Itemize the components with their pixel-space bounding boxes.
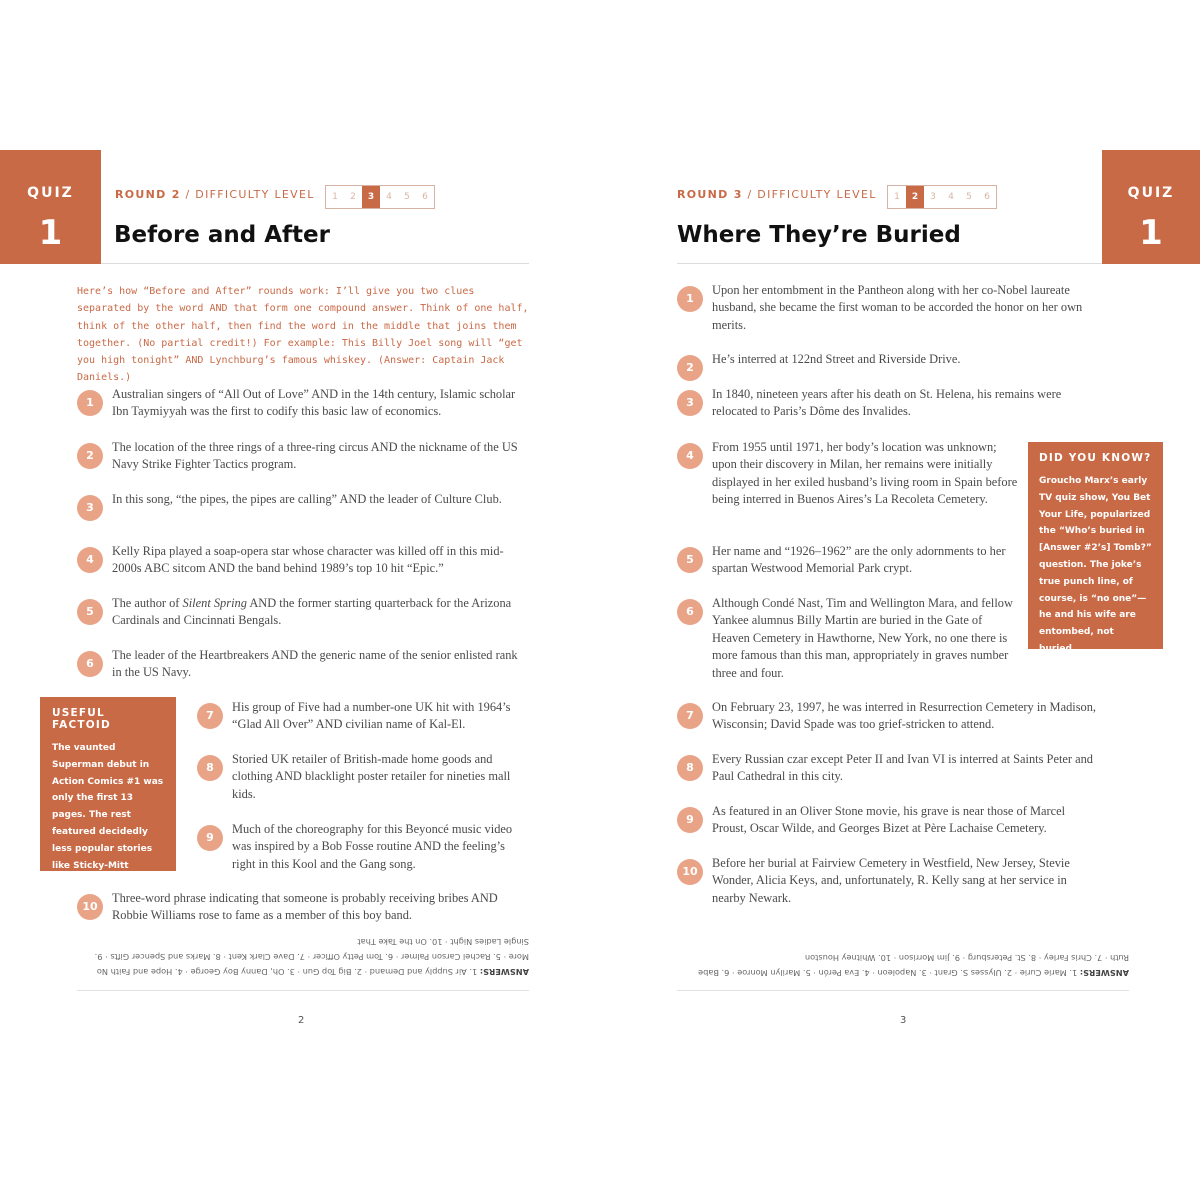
- question-text: As featured in an Oliver Stone movie, his grave is near those of Marcel Proust, Oscar Wilde, and Georges Bizet at Père Lachaise Cemetery.: [712, 804, 1066, 836]
- quiz-badge: [1102, 150, 1200, 264]
- quiz-label: QUIZ: [1127, 185, 1175, 201]
- answers-text: 1. Marie Curie · 2. Ulysses S. Grant · 3. Napoleon · 4. Eva Perón · 5. Marilyn Monroe · 6. Babe Ruth · 7. Chris Farley · 8. St. Petersburg · 9. Jim Morrison · 10. Whitney Houston: [698, 953, 1129, 978]
- question-item: [77, 439, 529, 474]
- question-number: 10: [677, 859, 703, 885]
- question-text: Storied UK retailer of British-made home goods and clothing AND blacklight poster retailer for nineties mall kids.: [232, 752, 511, 801]
- question-text: Although Condé Nast, Tim and Wellington Mara, and fellow Yankee alumnus Billy Martin are buried in the Gate of Heaven Cemetery in Hawthorne, New York, no one there is more famous than this man, appropriately in graves number three and four.: [712, 596, 1013, 680]
- question-number: 3: [677, 390, 703, 416]
- page-title: Where They’re Buried: [677, 222, 961, 248]
- question-number: 2: [77, 443, 103, 469]
- question-item: [677, 699, 1102, 734]
- quiz-label: QUIZ: [27, 185, 74, 201]
- divider: [77, 990, 529, 991]
- round-heading: [115, 188, 315, 201]
- page-title: Before and After: [114, 222, 330, 248]
- question-text: [112, 595, 529, 630]
- question-text: Upon her entombment in the Pantheon along with her co-Nobel laureate husband, she became the first woman to be accorded the honor on her own merits.: [712, 283, 1083, 332]
- question-text: He’s interred at 122nd Street and Riverside Drive.: [712, 352, 961, 366]
- difficulty-level-3: 3: [362, 186, 380, 208]
- round-label: ROUND 3: [677, 188, 743, 201]
- question-number: 4: [77, 547, 103, 573]
- divider: [677, 990, 1129, 991]
- question-text-part: The author of: [112, 596, 183, 610]
- question-item: [677, 855, 1102, 907]
- question-number: 8: [677, 755, 703, 781]
- question-number: 1: [77, 390, 103, 416]
- question-text: His group of Five had a number-one UK hit with 1964’s “Glad All Over” AND civilian name of Kal-El.: [232, 700, 511, 732]
- question-text: In this song, “the pipes, the pipes are calling” AND the leader of Culture Club.: [112, 492, 502, 506]
- sidebar-title: DID YOU KNOW?: [1039, 452, 1152, 464]
- book-title: Silent Spring: [182, 596, 247, 610]
- round-separator: /: [185, 188, 191, 201]
- question-number: 5: [77, 599, 103, 625]
- question-item: [197, 699, 529, 734]
- difficulty-level-3: 3: [930, 192, 936, 202]
- question-item: [677, 439, 1019, 509]
- question-item: [77, 386, 529, 421]
- difficulty-level-5: 5: [966, 192, 972, 202]
- question-text: From 1955 until 1971, her body’s location was unknown; upon their discovery in Milan, her remains were initially displayed in her exiled husband’s living room in Spain before being interred in Buenos Aires’s La Recoleta Cemetery.: [712, 440, 1018, 507]
- question-text: In 1840, nineteen years after his death on St. Helena, his remains were relocated to Paris’s Dôme des Invalides.: [712, 387, 1062, 419]
- question-number: 6: [677, 599, 703, 625]
- sidebar-body: Groucho Marx’s early TV quiz show, You Bet Your Life, popularized the “Who’s buried in [Answer #2’s] Tomb?” question. The joke’s true punch line, of course, is “no one”—he and his wife are entombed, not buried.: [1039, 476, 1152, 654]
- round-label: ROUND 2: [115, 188, 181, 201]
- question-number: 6: [77, 651, 103, 677]
- question-text: The location of the three rings of a three-ring circus AND the nickname of the US Navy Strike Fighter Tactics program.: [112, 440, 518, 472]
- did-you-know-box: [1028, 442, 1163, 654]
- question-item: [197, 751, 529, 803]
- question-text: Kelly Ripa played a soap-opera star whose character was killed off in this mid-2000s ABC sitcom AND the band behind 1989’s top 10 hit “Epic.”: [112, 544, 504, 576]
- quiz-badge: [0, 150, 101, 264]
- difficulty-label: DIFFICULTY LEVEL: [757, 188, 877, 201]
- question-number: 5: [677, 547, 703, 573]
- difficulty-scale: [325, 185, 435, 209]
- answers-upside-down: [77, 934, 529, 979]
- difficulty-level-1: 1: [332, 192, 338, 202]
- question-number: 2: [677, 355, 703, 381]
- question-item: [77, 491, 529, 521]
- intro-text: Here’s how “Before and After” rounds work: I’ll give you two clues separated by the word AND that form one compound answer. Think of one half, think of the other half, then find the word in the middle that joins them together. (No partial credit!) For example: This Billy Joel song will “get you high tonight” AND Lynchburg’s famous whiskey. (Answer: Captain Jack Daniels.): [77, 286, 529, 384]
- question-number: 8: [197, 755, 223, 781]
- question-item: [677, 282, 1102, 334]
- sidebar-title: USEFUL FACTOID: [52, 707, 111, 731]
- difficulty-level-4: 4: [948, 192, 954, 202]
- page-number: 2: [298, 1015, 305, 1026]
- question-text: On February 23, 1997, he was interred in Resurrection Cemetery in Madison, Wisconsin; David Spade was too grief-stricken to attend.: [712, 700, 1097, 732]
- question-text: Her name and “1926–1962” are the only adornments to her spartan Westwood Memorial Park crypt.: [712, 544, 1006, 576]
- question-item: [77, 647, 529, 682]
- question-text: Much of the choreography for this Beyoncé music video was inspired by a Bob Fosse routine AND the feeling’s right in this Kool and the Gang song.: [232, 822, 513, 871]
- difficulty-level-1: 1: [894, 192, 900, 202]
- question-number: 10: [77, 894, 103, 920]
- question-number: 3: [77, 495, 103, 521]
- page-number: 3: [900, 1015, 907, 1026]
- question-item: [677, 351, 1102, 381]
- question-text: Before her burial at Fairview Cemetery in Westfield, New Jersey, Stevie Wonder, Alicia Keys, and, unfortunately, R. Kelly sang at her service in nearby Newark.: [712, 856, 1070, 905]
- question-number: 1: [677, 286, 703, 312]
- difficulty-level-4: 4: [386, 192, 392, 202]
- question-item: [77, 595, 529, 630]
- question-item: [197, 821, 529, 873]
- question-item: [677, 595, 1019, 682]
- difficulty-scale: [887, 185, 997, 209]
- round-heading: [677, 188, 877, 201]
- difficulty-level-2: 2: [350, 192, 356, 202]
- question-text: The leader of the Heartbreakers AND the generic name of the senior enlisted rank in the US Navy.: [112, 648, 518, 680]
- question-number: 9: [677, 807, 703, 833]
- question-number: 7: [677, 703, 703, 729]
- question-number: 4: [677, 443, 703, 469]
- divider: [101, 263, 529, 264]
- question-item: [677, 386, 1102, 421]
- right-page: [600, 0, 1200, 1200]
- quiz-number: 1: [1139, 213, 1163, 253]
- question-item: [77, 890, 529, 925]
- answers-label: ANSWERS:: [1079, 968, 1129, 978]
- question-text: Every Russian czar except Peter II and Ivan VI is interred at Saints Peter and Paul Cathedral in this city.: [712, 752, 1093, 784]
- question-item: [77, 543, 529, 578]
- difficulty-level-5: 5: [404, 192, 410, 202]
- divider: [677, 263, 1102, 264]
- round-separator: /: [747, 188, 753, 201]
- question-number: 7: [197, 703, 223, 729]
- difficulty-level-6: 6: [422, 192, 428, 202]
- question-item: [677, 751, 1102, 786]
- question-text: Three-word phrase indicating that someone is probably receiving bribes AND Robbie Williams rose to fame as a member of this boy band.: [112, 891, 498, 923]
- useful-factoid-box: [40, 697, 176, 888]
- quiz-number: 1: [38, 213, 63, 253]
- question-text: Australian singers of “All Out of Love” AND in the 14th century, Islamic scholar Ibn Taymiyyah was the first to codify this basic law of economics.: [112, 387, 516, 419]
- question-item: [677, 543, 1019, 578]
- difficulty-level-2: 2: [906, 186, 924, 208]
- answers-upside-down: [677, 950, 1129, 980]
- sidebar-body: The vaunted Superman debut in Action Comics #1 was only the first 13 pages. The rest featured decidedly less popular stories like Sticky-Mitt Stimson’s vignette.: [52, 743, 164, 888]
- question-number: 9: [197, 825, 223, 851]
- answers-label: ANSWERS:: [479, 967, 529, 977]
- difficulty-level-6: 6: [984, 192, 990, 202]
- difficulty-label: DIFFICULTY LEVEL: [195, 188, 315, 201]
- answers-text: 1. Air Supply and Demand · 2. Big Top Gun · 3. Oh, Danny Boy George · 4. Hope and Faith No More · 5. Rachel Carson Palmer · 6. Tom Petty Officer · 7. Dave Clark Kent · 8. Marks and Spencer Gifts · 9. Single Ladies Night · 10. On the Take That: [94, 937, 529, 977]
- question-item: [677, 803, 1102, 838]
- question-text-part: AND the former starting quarterback for the Arizona Cardinals and Cincinnati Bengals.: [112, 596, 512, 628]
